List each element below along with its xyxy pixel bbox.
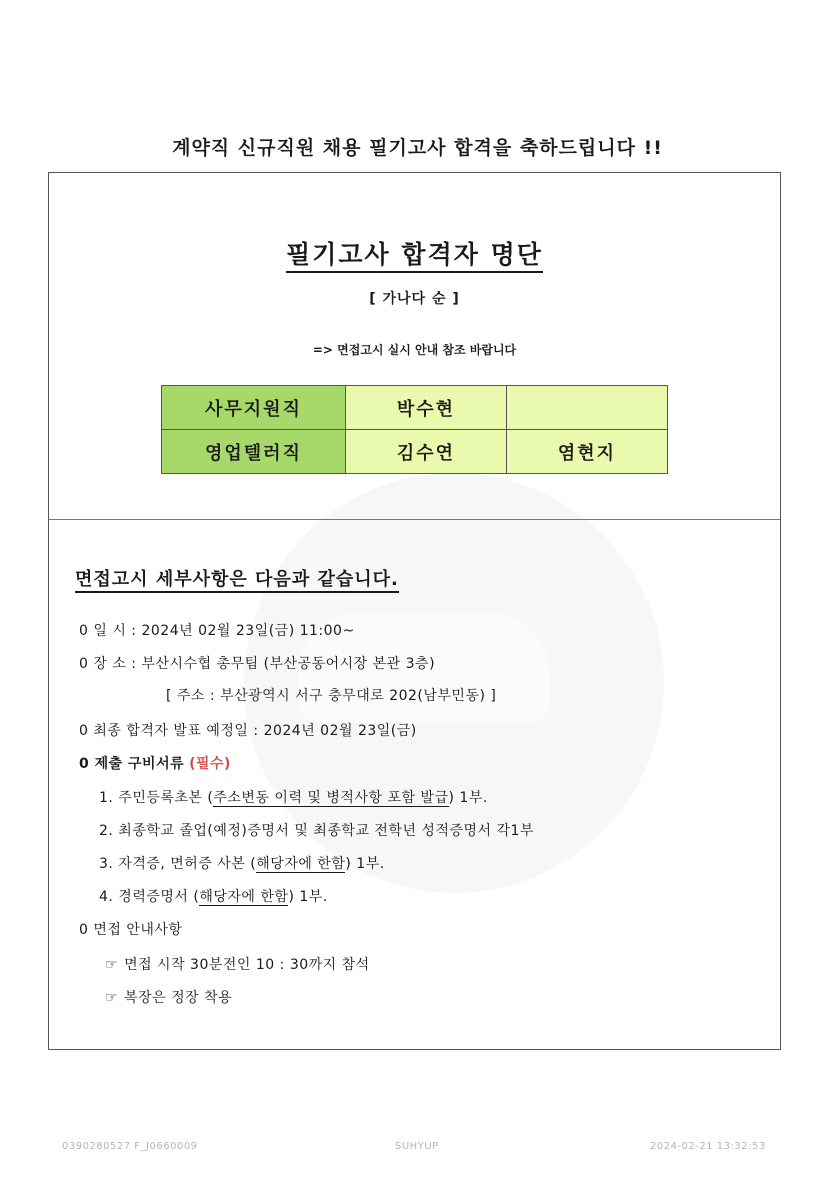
guide-heading: 0 면접 안내사항 xyxy=(79,922,183,938)
footer-center: SUHYUP xyxy=(395,1141,439,1152)
notice-text: => 면접고시 실시 안내 참조 바랍니다 xyxy=(312,343,517,357)
pointing-hand-icon: ☞ xyxy=(105,990,119,1006)
doc-item-1: 1. 주민등록초본 (주소변동 이력 및 병적사항 포함 발급) 1부. xyxy=(99,790,488,806)
dept-cell: 영업텔러직 xyxy=(162,430,346,474)
order-note: [ 가나다 순 ] xyxy=(369,291,460,307)
doc-item-3: 3. 자격증, 면허증 사본 (해당자에 한함) 1부. xyxy=(99,856,385,872)
table-row xyxy=(162,430,668,474)
headline: 계약직 신규직원 채용 필기고사 합격을 축하드립니다 !! xyxy=(172,137,663,159)
doc-item-2: 2. 최종학교 졸업(예정)증명서 및 최종학교 전학년 성적증명서 각1부 xyxy=(99,823,534,839)
results-table xyxy=(161,385,668,474)
guide-item-1: ☞ 면접 시작 30분전인 10 : 30까지 참석 xyxy=(105,957,370,973)
dept-cell: 사무지원직 xyxy=(162,386,346,430)
docs-required: (필수) xyxy=(189,756,231,772)
docs-heading-text: 0 제출 구비서류 xyxy=(79,756,185,772)
doc-item-4: 4. 경력증명서 (해당자에 한함) 1부. xyxy=(99,889,328,905)
guide-item-2: ☞ 복장은 정장 착용 xyxy=(105,990,233,1006)
list-title: 필기고사 합격자 명단 xyxy=(49,235,780,271)
place-line: 0 장 소 : 부산시수협 총무팀 (부산공동어시장 본관 3층) xyxy=(79,656,436,672)
table-row xyxy=(162,386,668,430)
name-cell xyxy=(507,386,668,430)
pointing-hand-icon: ☞ xyxy=(105,957,119,973)
address-line: [ 주소 : 부산광역시 서구 충무대로 202(남부민동) ] xyxy=(166,688,497,704)
details-title: 면접고시 세부사항은 다음과 같습니다. xyxy=(75,565,399,591)
section-divider xyxy=(49,519,780,520)
name-cell: 김수연 xyxy=(346,430,507,474)
footer-left: 0390280527 F_J0660009 xyxy=(62,1141,198,1152)
name-cell: 염현지 xyxy=(507,430,668,474)
announce-line: 0 최종 합격자 발표 예정일 : 2024년 02월 23일(금) xyxy=(79,723,417,739)
notice-frame xyxy=(48,172,781,1050)
name-cell: 박수현 xyxy=(346,386,507,430)
docs-heading xyxy=(79,753,231,773)
date-line: 0 일 시 : 2024년 02월 23일(금) 11:00~ xyxy=(79,623,355,639)
footer-right: 2024-02-21 13:32:53 xyxy=(650,1141,766,1152)
